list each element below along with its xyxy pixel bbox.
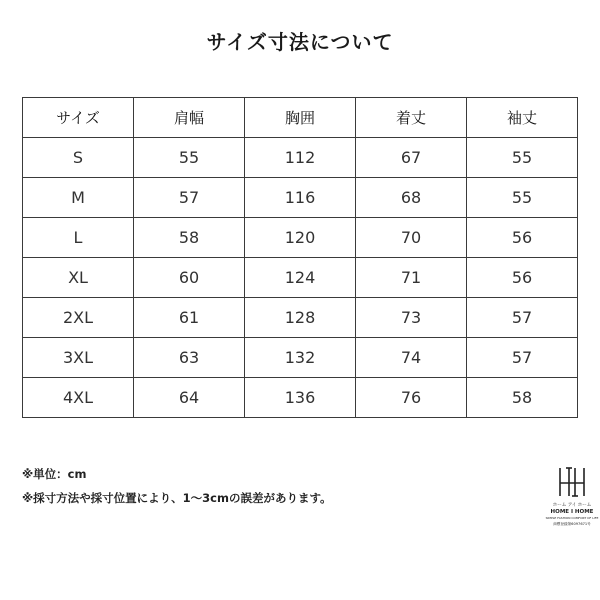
page-title: サイズ寸法について	[206, 30, 394, 54]
cell-size: 4XL	[23, 378, 134, 418]
cell-sleeve: 57	[467, 338, 578, 378]
cell-chest: 132	[245, 338, 356, 378]
cell-length: 76	[356, 378, 467, 418]
cell-length: 74	[356, 338, 467, 378]
cell-length: 67	[356, 138, 467, 178]
size-table-body	[23, 98, 578, 418]
table-row	[23, 298, 578, 338]
cell-size: 2XL	[23, 298, 134, 338]
cell-sleeve: 58	[467, 378, 578, 418]
cell-length: 71	[356, 258, 467, 298]
cell-chest: 116	[245, 178, 356, 218]
cell-sleeve: 55	[467, 138, 578, 178]
cell-size: S	[23, 138, 134, 178]
size-table	[22, 97, 578, 418]
cell-length: 73	[356, 298, 467, 338]
header-cell-length: 着丈	[356, 98, 467, 138]
cell-size: XL	[23, 258, 134, 298]
notes	[22, 462, 332, 510]
brand-logo	[545, 466, 599, 546]
cell-chest: 120	[245, 218, 356, 258]
cell-shoulder: 57	[134, 178, 245, 218]
disclaimer-note: ※採寸方法や採寸位置により、1～3cmの誤差があります。	[22, 491, 332, 505]
logo-tagline: SIMPLE FASHION COMFORT OF LIFE	[545, 516, 599, 520]
header-cell-shoulder: 肩幅	[134, 98, 245, 138]
logo-kana: ホーム アイ ホーム	[552, 503, 592, 508]
table-header-row	[23, 98, 578, 138]
logo-brand: HOME I HOME	[550, 509, 594, 515]
table-row	[23, 258, 578, 298]
table-row	[23, 138, 578, 178]
cell-sleeve: 56	[467, 258, 578, 298]
logo-registration: 商標登録第6097671号	[553, 522, 591, 526]
cell-shoulder: 60	[134, 258, 245, 298]
table-row	[23, 378, 578, 418]
cell-shoulder: 63	[134, 338, 245, 378]
cell-sleeve: 55	[467, 178, 578, 218]
cell-shoulder: 58	[134, 218, 245, 258]
table-row	[23, 178, 578, 218]
cell-shoulder: 61	[134, 298, 245, 338]
table-row	[23, 338, 578, 378]
unit-note: ※単位：cm	[22, 467, 87, 481]
cell-chest: 128	[245, 298, 356, 338]
cell-size: L	[23, 218, 134, 258]
cell-chest: 112	[245, 138, 356, 178]
header-cell-size: サイズ	[23, 98, 134, 138]
cell-sleeve: 56	[467, 218, 578, 258]
cell-chest: 124	[245, 258, 356, 298]
table-row	[23, 218, 578, 258]
cell-shoulder: 64	[134, 378, 245, 418]
cell-length: 68	[356, 178, 467, 218]
cell-sleeve: 57	[467, 298, 578, 338]
header-cell-sleeve: 袖丈	[467, 98, 578, 138]
cell-chest: 136	[245, 378, 356, 418]
home-i-home-logo-icon	[556, 466, 588, 498]
cell-shoulder: 55	[134, 138, 245, 178]
cell-size: 3XL	[23, 338, 134, 378]
header-cell-chest: 胸囲	[245, 98, 356, 138]
cell-length: 70	[356, 218, 467, 258]
cell-size: M	[23, 178, 134, 218]
